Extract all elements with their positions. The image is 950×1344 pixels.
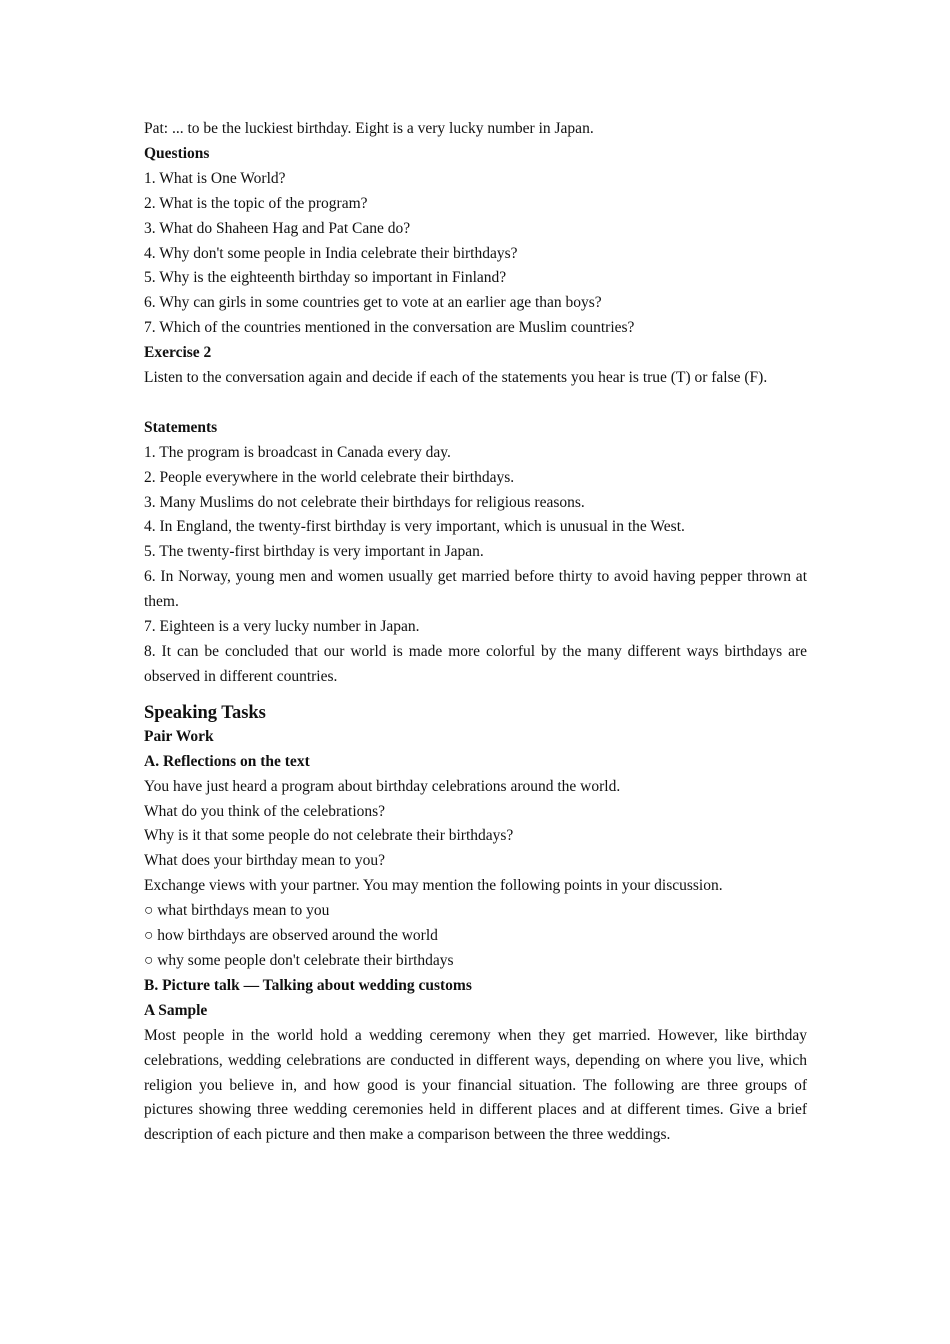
speaking-tasks-heading: Speaking Tasks bbox=[144, 702, 266, 723]
statement-item: 3. Many Muslims do not celebrate their birthdays for religious reasons. bbox=[144, 493, 585, 511]
statement-item: 7. Eighteen is a very lucky number in Japan. bbox=[144, 618, 420, 636]
section-a-line: What do you think of the celebrations? bbox=[144, 802, 386, 820]
section-a-heading: A. Reflections on the text bbox=[144, 752, 310, 770]
discussion-point: ○ why some people don't celebrate their birthdays bbox=[144, 951, 454, 969]
questions-list bbox=[144, 167, 807, 341]
section-b-heading: B. Picture talk — Talking about wedding customs bbox=[144, 976, 472, 994]
intro-line: Pat: ... to be the luckiest birthday. Eight is a very lucky number in Japan. bbox=[144, 120, 594, 137]
section-a-body bbox=[144, 775, 807, 900]
question-item: 6. Why can girls in some countries get to vote at an earlier age than boys? bbox=[144, 294, 602, 312]
section-a-line: You have just heard a program about birthday celebrations around the world. bbox=[144, 777, 621, 795]
pair-work-heading: Pair Work bbox=[144, 727, 214, 745]
statement-item: 8. It can be concluded that our world is made more colorful by the many different ways birthdays are observed in different countries. bbox=[144, 643, 807, 685]
section-a-line: Exchange views with your partner. You may mention the following points in your discussion. bbox=[144, 877, 723, 895]
question-item: 4. Why don't some people in India celebrate their birthdays? bbox=[144, 244, 518, 262]
question-item: 1. What is One World? bbox=[144, 169, 286, 187]
question-item: 3. What do Shaheen Hag and Pat Cane do? bbox=[144, 219, 411, 237]
discussion-point: ○ how birthdays are observed around the world bbox=[144, 927, 438, 945]
section-a-line: Why is it that some people do not celebrate their birthdays? bbox=[144, 827, 514, 845]
section-a-line: What does your birthday mean to you? bbox=[144, 852, 386, 870]
sample-paragraph: Most people in the world hold a wedding ceremony when they get married. However, like birthday celebrations, wedding celebrations are conducted in different ways, depending on where you live, which religion you believe in, and how good is your financial situation. The following are three groups of pictures showing three wedding ceremonies held in different places and at different times. Give a brief description of each picture and then make a comparison between the three weddings. bbox=[144, 1026, 807, 1144]
question-item: 7. Which of the countries mentioned in the conversation are Muslim countries? bbox=[144, 319, 635, 337]
statements-heading: Statements bbox=[144, 418, 218, 436]
document-page bbox=[144, 117, 807, 1148]
statement-item: 5. The twenty-first birthday is very important in Japan. bbox=[144, 543, 484, 561]
discussion-points bbox=[144, 899, 807, 974]
statement-item: 6. In Norway, young men and women usually get married before thirty to avoid having pepper thrown at them. bbox=[144, 568, 807, 611]
statement-item: 2. People everywhere in the world celebrate their birthdays. bbox=[144, 468, 515, 486]
sample-heading: A Sample bbox=[144, 1001, 208, 1019]
question-item: 2. What is the topic of the program? bbox=[144, 194, 368, 212]
question-item: 5. Why is the eighteenth birthday so important in Finland? bbox=[144, 269, 507, 287]
questions-heading: Questions bbox=[144, 144, 210, 162]
spacer bbox=[144, 391, 807, 416]
statements-list bbox=[144, 441, 807, 690]
exercise2-instruction: Listen to the conversation again and decide if each of the statements you hear is true (T) or false (F). bbox=[144, 369, 768, 387]
exercise2-heading: Exercise 2 bbox=[144, 344, 212, 362]
discussion-point: ○ what birthdays mean to you bbox=[144, 902, 330, 920]
statement-item: 4. In England, the twenty-first birthday is very important, which is unusual in the West. bbox=[144, 518, 685, 536]
statement-item: 1. The program is broadcast in Canada every day. bbox=[144, 443, 451, 461]
